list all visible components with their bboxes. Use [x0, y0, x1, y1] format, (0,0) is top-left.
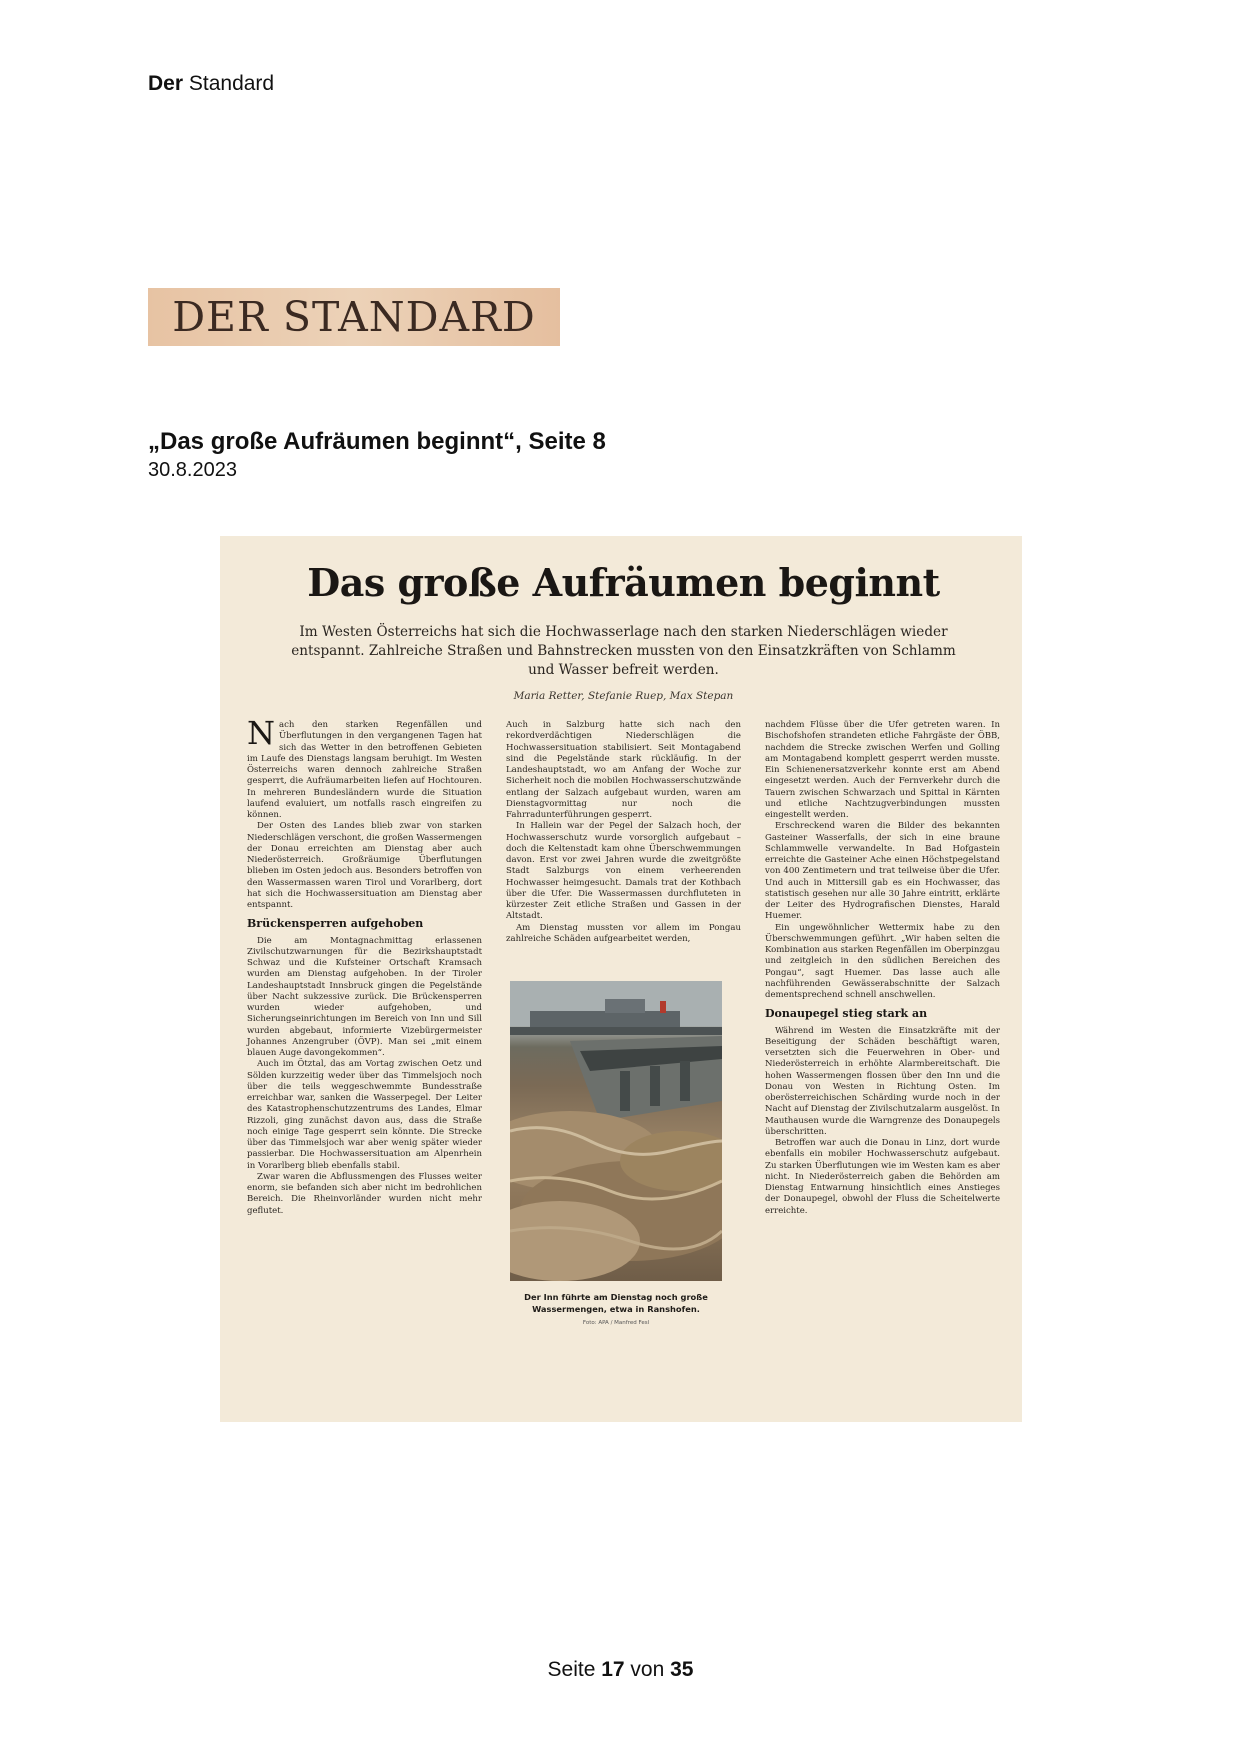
paragraph: Der Osten des Landes blieb zwar von starken Niederschlägen verschont, die großen Wassermengen der Donau erreichten am Dienstag aber auch Niederösterreich. Großräumige Überflutungen blieben im Osten jedoch aus. Besonders betroffen von den Wassermassen waren Tirol und Vorarlberg, dort hat sich die Hochwassersituation am Dienstag aber entspannt.: [247, 821, 482, 910]
source-label-rest: Standard: [183, 72, 275, 95]
photo-caption: Der Inn führte am Dienstag noch große Wassermengen, etwa in Ranshofen.: [524, 1292, 708, 1314]
newspaper-logo-text: DER STANDARD: [172, 293, 536, 341]
photo-credit: Foto: APA / Manfred Fesl: [582, 1320, 650, 1326]
paragraph: In Hallein war der Pegel der Salzach hoch, der Hochwasserschutz wurde vorsorglich aufgebaut – doch die Keltenstadt kam ohne Überschwemmungen davon. Erst vor zwei Jahren wurde die zweitgrößte Stadt Salzburgs von einem verheerenden Hochwasser heimgesucht. Damals trat der Kothbach über die Ufer. Die Wassermassen durchfluteten in kürzester Zeit etliche Straßen und Gassen in der Altstadt.: [506, 821, 741, 922]
clipping-columns: [247, 714, 1000, 1329]
page-middle: von: [624, 1658, 671, 1681]
paragraph: Zwar waren die Abflussmengen des Flusses weiter enorm, sie befanden sich aber nicht im bedrohlichen Bereich. Die Rheinvorländer wurden nicht mehr geflutet.: [247, 1171, 482, 1216]
drop-cap: N: [247, 714, 275, 752]
column-2: [506, 720, 741, 1329]
newspaper-clipping: [220, 536, 1022, 1422]
paragraph: Ein ungewöhnlicher Wettermix habe zu den Überschwemmungen geführt. „Wir haben selten die Kombination aus starken Regenfällen im Oberpinzgau und zeitgleich in den südlichen Bereichen des Pongau“, sagt Huemer. Das lasse auch alle nachführenden Gewässerabschnitte der Salzach dementsprechend schnell anschwellen.: [765, 922, 1000, 1000]
paragraph: Auch in Salzburg hatte sich nach den rekordverdächtigen Niederschlägen die Hochwassersituation stabilisiert. Seit Montagabend sind die Pegelstände stark rückläufig. In der Landeshauptstadt, wo am Anfang der Woche zur Sicherheit noch die mobilen Hochwasserschutzwände entlang der Salzach aufgebaut wurden, waren am Dienstagvormittag nur noch die Fahrradunterführungen gesperrt.: [506, 720, 741, 820]
source-label: [148, 72, 274, 96]
total-pages: 35: [670, 1658, 694, 1681]
clipping-authors: Maria Retter, Stefanie Ruep, Max Stepan: [513, 690, 734, 702]
page-number: [0, 1658, 1241, 1682]
current-page: 17: [601, 1658, 625, 1681]
page-prefix: Seite: [547, 1658, 602, 1681]
newspaper-logo: [148, 288, 560, 346]
column-1: [247, 714, 482, 1329]
article-headline: „Das große Aufräumen beginnt“, Seite 8: [148, 428, 606, 455]
paragraph: Während im Westen die Einsatzkräfte mit der Beseitigung der Schäden beschäftigt waren, versetzten sich die Feuerwehren in Ober- und Niederösterreich in erhöhte Alarmbereitschaft. Die hohen Wassermengen flossen über den Inn und die Donau von Westen in Richtung Osten. Im oberösterreichischen Schärding wurde noch in der Nacht auf Dienstag der Zivilschutzalarm ausgelöst. In Mauthausen wurde die Warngrenze des Donaupegels überschritten.: [765, 1025, 1000, 1137]
paragraph: Betroffen war auch die Donau in Linz, dort wurde ebenfalls ein mobiler Hochwasserschutz aufgebaut. Zu starken Überflutungen wie im Westen kam es aber nicht. In Niederösterreich gaben die Behörden am Dienstag Entwarnung hinsichtlich eines Anstieges der Donaupegel, obwohl der Fluss die Scheitelwerte erreichte.: [765, 1138, 1000, 1216]
column-3: [765, 720, 1000, 1329]
paragraph: Die am Montagnachmittag erlassenen Zivilschutzwarnungen für die Bezirkshauptstadt Schwaz und die Kufsteiner Ortschaft Kramsach wurden am Dienstag aufgehoben. In der Tiroler Landeshauptstadt Innsbruck gingen die Pegelstände über Nacht sukzessive zurück. Die Brückensperren wurden wieder aufgehoben, und Sicherungseinrichtungen im Bereich von Inn und Sill wurden abgebaut, informierte Vizebürgermeister Johannes Anzengruber (ÖVP). Man sei „mit einem blauen Auge davongekommen“.: [247, 935, 482, 1058]
paragraph: Auch im Ötztal, das am Vortag zwischen Oetz und Sölden kurzzeitig weder über das Timmelsjoch noch über die teils weggeschwemmte Bundesstraße erreichbar war, sanken die Wasserpegel. Der Leiter des Katastrophenschutzzentrums des Landes, Elmar Rizzoli, ging zunächst davon aus, dass die Straße noch einige Tage gesperrt sein könnte. Die Strecke über das Timmelsjoch war aber wenig später wieder passierbar. Die Hochwassersituation am Alpenrhein in Vorarlberg blieb ebenfalls stabil.: [247, 1059, 482, 1171]
paragraph: Erschreckend waren die Bilder des bekannten Gasteiner Wasserfalls, der sich in eine braune Schlammwelle verwandelte. In Bad Hofgastein erreichte die Gasteiner Ache einen Höchstpegelstand von 400 Zentimetern und trat teilweise über die Ufer. Und auch in Mittersill gab es ein Hochwasser, das statistisch gesehen nur alle 30 Jahre eintritt, erklärte der Leiter des Hydrografischen Dienstes, Harald Huemer.: [765, 821, 1000, 922]
flood-photo: [510, 981, 722, 1281]
paragraph-text: ach den starken Regenfällen und Überflutungen in den vergangenen Tagen hat sich das Wetter in den betroffenen Gebieten im Laufe des Dienstags langsam beruhigt. Im Westen Österreichs waren dennoch zahlreiche Straßen gesperrt, die Aufräumarbeiten liefen auf Hochtouren. In mehreren Bundesländern wurde die Situation laufend evaluiert, um notfalls rasch eingreifen zu können.: [247, 720, 482, 820]
article-date: 30.8.2023: [148, 459, 237, 481]
subheading: Donaupegel stieg stark an: [765, 1007, 928, 1021]
flood-photo-illustration: [510, 981, 722, 1281]
paragraph: nachdem Flüsse über die Ufer getreten waren. In Bischofshofen strandeten etliche Fahrgäste der ÖBB, nachdem die Strecke zwischen Werfen und Golling am Montagabend komplett gesperrt werden musste. Ein Schienenersatzverkehr konnte erst am Abend eingesetzt werden. Auch der Fernverkehr durch die Tauern zwischen Schwarzach und Spittal in Kärnten und etliche Nachtzugverbindungen mussten eingestellt werden.: [765, 720, 1000, 820]
subheading: Brückensperren aufgehoben: [247, 917, 424, 931]
clipping-lead: Im Westen Österreichs hat sich die Hochwasserlage nach den starken Niederschlägen wieder entspannt. Zahlreiche Straßen und Bahnstrecken mussten von den Einsatzkräften von Schlamm und Wasser befreit werden.: [291, 624, 956, 678]
source-label-bold: Der: [148, 72, 184, 95]
paragraph: Am Dienstag mussten vor allem im Pongau zahlreiche Schäden aufgearbeitet werden,: [506, 922, 741, 944]
paragraph: [247, 714, 482, 821]
clipping-title: Das große Aufräumen beginnt: [307, 560, 940, 605]
